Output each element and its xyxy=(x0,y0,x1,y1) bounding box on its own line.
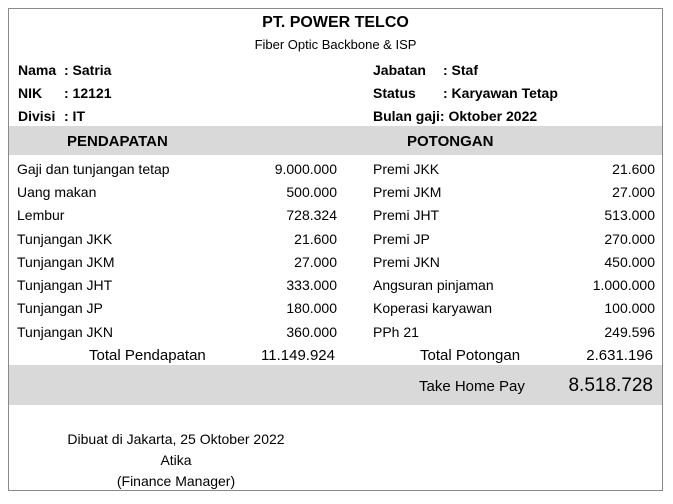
company-tagline: Fiber Optic Backbone & ISP xyxy=(254,37,417,52)
info-jabatan xyxy=(373,62,478,78)
item-amount: 21.600 xyxy=(294,231,337,247)
info-value: : IT xyxy=(64,108,85,124)
signature-title: (Finance Manager) xyxy=(116,473,236,489)
item-name: Premi JKN xyxy=(373,254,440,270)
info-label: Divisi xyxy=(18,108,56,124)
deduction-row xyxy=(373,277,655,299)
take-home-label: Take Home Pay xyxy=(419,378,525,395)
item-name: Gaji dan tunjangan tetap xyxy=(17,161,170,177)
signature-place-date: Dibuat di Jakarta, 25 Oktober 2022 xyxy=(67,431,285,447)
income-row xyxy=(17,184,337,206)
income-row xyxy=(17,277,337,299)
deduction-row xyxy=(373,207,655,229)
item-name: Tunjangan JKN xyxy=(17,324,113,340)
item-amount: 27.000 xyxy=(612,184,655,200)
item-amount: 500.000 xyxy=(286,184,337,200)
info-label: Jabatan xyxy=(373,62,426,78)
item-name: Tunjangan JKM xyxy=(17,254,115,270)
item-amount: 1.000.000 xyxy=(592,277,655,293)
info-bulan-gaji xyxy=(373,108,537,124)
item-name: Premi JKM xyxy=(373,184,442,200)
item-name: Tunjangan JHT xyxy=(17,277,113,293)
income-heading: PENDAPATAN xyxy=(67,133,168,150)
item-name: PPh 21 xyxy=(373,324,419,340)
info-value: : Karyawan Tetap xyxy=(443,85,558,101)
deduction-row xyxy=(373,231,655,253)
total-deductions-label: Total Potongan xyxy=(420,347,521,364)
item-amount: 21.600 xyxy=(612,161,655,177)
info-label: Bulan gaji xyxy=(373,108,440,124)
item-amount: 513.000 xyxy=(604,207,655,223)
item-name: Koperasi karyawan xyxy=(373,300,493,316)
deduction-row xyxy=(373,184,655,206)
info-divisi xyxy=(18,108,85,124)
item-amount: 180.000 xyxy=(286,300,337,316)
company-name: PT. POWER TELCO xyxy=(262,14,409,31)
income-row xyxy=(17,161,337,183)
item-name: Angsuran pinjaman xyxy=(373,277,494,293)
take-home-value: 8.518.728 xyxy=(568,375,653,396)
item-amount: 360.000 xyxy=(286,324,337,340)
item-name: Tunjangan JKK xyxy=(17,231,113,247)
item-name: Tunjangan JP xyxy=(17,300,103,316)
income-row xyxy=(17,324,337,346)
item-amount: 728.324 xyxy=(286,207,337,223)
item-amount: 100.000 xyxy=(604,300,655,316)
total-deductions-value: 2.631.196 xyxy=(586,347,653,364)
income-row xyxy=(17,300,337,322)
total-income-value: 11.149.924 xyxy=(261,347,335,364)
item-amount: 9.000.000 xyxy=(274,161,337,177)
item-name: Premi JKK xyxy=(373,161,440,177)
info-nik xyxy=(18,85,111,101)
info-value: : 12121 xyxy=(64,85,112,101)
item-amount: 450.000 xyxy=(604,254,655,270)
info-value: : Oktober 2022 xyxy=(439,108,538,124)
pay-slip xyxy=(8,8,663,491)
info-status xyxy=(373,85,558,101)
info-label: NIK xyxy=(18,85,43,101)
item-name: Premi JP xyxy=(373,231,430,247)
item-name: Lembur xyxy=(17,207,65,223)
income-row xyxy=(17,207,337,229)
deduction-row xyxy=(373,300,655,322)
info-nama xyxy=(18,62,111,78)
signature-name: Atika xyxy=(160,452,192,468)
deduction-row xyxy=(373,324,655,346)
income-row xyxy=(17,231,337,253)
deductions-heading: POTONGAN xyxy=(407,133,494,150)
take-home-band xyxy=(9,365,662,405)
deduction-row xyxy=(373,254,655,276)
info-label: Status xyxy=(373,85,416,101)
item-amount: 249.596 xyxy=(604,324,655,340)
item-name: Premi JHT xyxy=(373,207,440,223)
info-value: : Staf xyxy=(443,62,478,78)
info-label: Nama xyxy=(18,62,57,78)
total-income-label: Total Pendapatan xyxy=(89,347,206,364)
deduction-row xyxy=(373,161,655,183)
item-amount: 27.000 xyxy=(294,254,337,270)
info-value: : Satria xyxy=(64,62,112,78)
income-row xyxy=(17,254,337,276)
item-amount: 270.000 xyxy=(604,231,655,247)
item-amount: 333.000 xyxy=(286,277,337,293)
item-name: Uang makan xyxy=(17,184,97,200)
